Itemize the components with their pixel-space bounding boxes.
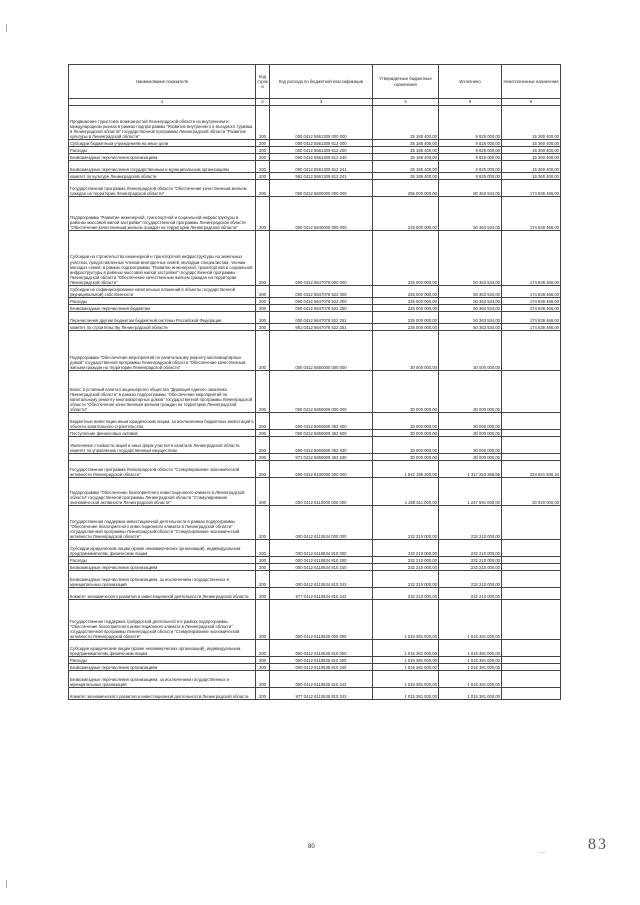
executed-amount-cell: 50 363 534,00	[439, 197, 502, 231]
line-code-cell: 200	[256, 413, 270, 430]
line-code-cell: 200	[256, 180, 270, 197]
line-code-cell: 200	[256, 161, 270, 173]
approved-amount-cell: 1 015 381 000,00	[373, 657, 439, 664]
approved-amount-cell: 225 000 000,00	[373, 298, 439, 305]
line-code-cell: 200	[256, 312, 270, 324]
table-row	[69, 298, 561, 305]
approved-amount-cell: 1 015 381 000,00	[373, 640, 439, 657]
budget-code-cell: 000 0412 6110634 810 200	[270, 557, 373, 564]
approved-amount-cell: 255 000 000,00	[373, 180, 439, 197]
indicator-name-cell: Увеличение стоимости акций и иных форм участия в капитале Ленинградской области комитет по управлению государственным имуществом	[69, 437, 256, 454]
unexecuted-amount-cell	[502, 571, 561, 588]
indicator-name-cell: Субсидии юридическим лицам (кроме некоммерческих организаций), индивидуальным предпринимателям, физическим лицам	[69, 540, 256, 557]
budget-code-cell: 000 0412 5647078 522 250	[270, 305, 373, 312]
budget-code-cell: 000 0412 6110635 810 242	[270, 671, 373, 688]
line-code-cell: 200	[256, 147, 270, 154]
unexecuted-amount-cell	[502, 540, 561, 557]
budget-code-cell: 000 0412 5650609 452 000	[270, 413, 373, 430]
budget-code-cell: 000 0412 5561309 612 200	[270, 147, 373, 154]
budget-report-sheet	[68, 64, 560, 700]
executed-amount-cell: 9 825 000,00	[439, 154, 502, 161]
indicator-name-cell: Поступление финансовых активов	[69, 430, 256, 437]
unexecuted-amount-cell: 174 636 466,00	[502, 197, 561, 231]
budget-code-cell: 000 0412 6110000 000 000	[270, 478, 373, 506]
table-row	[69, 564, 561, 571]
executed-amount-cell: 30 000 000,00	[439, 413, 502, 430]
table-row	[69, 540, 561, 557]
line-code-cell: 200	[256, 154, 270, 161]
approved-amount-cell: 30 000 000,00	[373, 413, 439, 430]
executed-amount-cell: 232 210 000,00	[439, 506, 502, 540]
executed-amount-cell: 1 015 381 000,00	[439, 671, 502, 688]
budget-code-cell: 000 0412 5647078 000 000	[270, 231, 373, 286]
unexecuted-amount-cell: 15 360 400,00	[502, 154, 561, 161]
approved-amount-cell: 25 185 400,00	[373, 161, 439, 173]
executed-amount-cell: 30 000 000,00	[439, 437, 502, 454]
unexecuted-amount-cell: 15 360 400,00	[502, 161, 561, 173]
budget-code-cell: 000 0412 6110634 000 000	[270, 506, 373, 540]
approved-amount-cell: 1 015 381 000,00	[373, 664, 439, 671]
scan-edge-mark-top	[6, 24, 12, 32]
executed-amount-cell: 232 210 000,00	[439, 588, 502, 600]
approved-amount-cell: 1 015 381 000,00	[373, 671, 439, 688]
unexecuted-amount-cell: 174 636 466,00	[502, 180, 561, 197]
approved-amount-cell: 225 000 000,00	[373, 312, 439, 324]
line-code-cell: 200	[256, 664, 270, 671]
line-code-cell: 200	[256, 324, 270, 331]
executed-amount-cell: 30 000 000,00	[439, 371, 502, 413]
header-executed: Исполнено	[439, 65, 502, 99]
budget-code-cell: 977 0412 6110635 810 242	[270, 688, 373, 700]
approved-amount-cell: 232 210 000,00	[373, 564, 439, 571]
budget-code-cell: 000 0412 5647078 522 000	[270, 286, 373, 298]
budget-code-cell: 000 0412 6110634 810 240	[270, 564, 373, 571]
approved-amount-cell: 225 000 000,00	[373, 286, 439, 298]
indicator-name-cell: Государственная поддержка трейдерской деятельности в рамках подпрограммы "Обеспечение благоприятного инвестиционного климата в Ленинградской области" государственной программы Ленинградской области "Стимулирование экономической активности Ленинградской области"	[69, 600, 256, 640]
executed-amount-cell: 50 363 534,00	[439, 312, 502, 324]
indicator-name-cell: Субсидии юридическим лицам (кроме некоммерческих организаций), индивидуальным предпринимателям, физическим лицам	[69, 640, 256, 657]
line-code-cell: 200	[256, 437, 270, 454]
approved-amount-cell: 232 210 000,00	[373, 588, 439, 600]
approved-amount-cell: 1 268 511 000,00	[373, 478, 439, 506]
approved-amount-cell: 30 000 000,00	[373, 430, 439, 437]
budget-code-cell: 000 0412 5647078 522 251	[270, 312, 373, 324]
executed-amount-cell: 9 825 000,00	[439, 161, 502, 173]
indicator-name-cell: Безвозмездные перечисления бюджетам	[69, 305, 256, 312]
budget-code-cell: 000 0412 5650000 000 000	[270, 331, 373, 371]
indicator-name-cell: Безвозмездные перечисления организациям	[69, 564, 256, 571]
indicator-name-cell: Комитет экономического развития и инвестиционной деятельности Ленинградской области	[69, 588, 256, 600]
approved-amount-cell: 1 015 381 000,00	[373, 600, 439, 640]
executed-amount-cell: 9 825 000,00	[439, 147, 502, 154]
table-row	[69, 305, 561, 312]
line-code-cell: 200	[256, 173, 270, 180]
line-code-cell: 200	[256, 540, 270, 557]
executed-amount-cell: 9 825 000,00	[439, 106, 502, 140]
approved-amount-cell: 25 185 400,00	[373, 173, 439, 180]
indicator-name-cell: Безвозмездные перечисления организациям, за исключением государственных и муниципальных организаций	[69, 571, 256, 588]
approved-amount-cell: 25 185 400,00	[373, 147, 439, 154]
budget-code-cell: 000 0412 6110634 810 000	[270, 540, 373, 557]
table-row	[69, 657, 561, 664]
indicator-name-cell: Безвозмездные перечисления государственным и муниципальным организациям	[69, 161, 256, 173]
column-number: 3	[270, 99, 373, 106]
approved-amount-cell: 30 000 000,00	[373, 437, 439, 454]
table-row	[69, 161, 561, 173]
table-row	[69, 286, 561, 298]
line-code-cell: 200	[256, 298, 270, 305]
column-number: 4	[373, 99, 439, 106]
indicator-name-cell: Подпрограмма "Обеспечение мероприятий по капитальному ремонту многоквартирных домов" государственной программы Ленинградской области "Обеспечение качественным жильем граждан на территории Ленинградской области"	[69, 331, 256, 371]
table-row	[69, 600, 561, 640]
executed-amount-cell: 50 363 534,00	[439, 286, 502, 298]
table-header-row	[69, 65, 561, 99]
approved-amount-cell: 232 210 000,00	[373, 571, 439, 588]
approved-amount-cell: 225 000 000,00	[373, 324, 439, 331]
indicator-name-cell: комитет по культуре Ленинградской области	[69, 173, 256, 180]
executed-amount-cell: 80 363 534,00	[439, 180, 502, 197]
page-number: 80	[308, 844, 315, 850]
budget-code-cell: 977 0412 6110634 810 242	[270, 588, 373, 600]
executed-amount-cell: 50 363 534,00	[439, 324, 502, 331]
table-row	[69, 430, 561, 437]
table-row	[69, 588, 561, 600]
unexecuted-amount-cell	[502, 688, 561, 700]
budget-code-cell: 000 0412 6100000 000 000	[270, 461, 373, 478]
indicator-name-cell: Перечисления другим бюджетам бюджетной системы Российской Федерации	[69, 312, 256, 324]
executed-amount-cell: 1 015 381 000,00	[439, 600, 502, 640]
header-line-code: Код строки	[256, 65, 270, 99]
unexecuted-amount-cell: 15 360 400,00	[502, 173, 561, 180]
line-code-cell: 200	[256, 286, 270, 298]
line-code-cell: 200	[256, 688, 270, 700]
unexecuted-amount-cell	[502, 588, 561, 600]
table-row	[69, 173, 561, 180]
line-code-cell: 200	[256, 588, 270, 600]
line-code-cell: 200	[256, 231, 270, 286]
line-code-cell: 200	[256, 331, 270, 371]
unexecuted-amount-cell	[502, 564, 561, 571]
table-row	[69, 140, 561, 147]
executed-amount-cell: 232 210 000,00	[439, 557, 502, 564]
indicator-name-cell: Государственная поддержка инвестиционной деятельности в рамках подпрограммы "Обеспечение благоприятного инвестиционного климата в Ленинградской области" государственной программы Ленинградской области "Стимулирование экономической активности Ленинградской области"	[69, 506, 256, 540]
budget-code-cell: 000 0412 5561309 612 000	[270, 140, 373, 147]
unexecuted-amount-cell	[502, 657, 561, 664]
indicator-name-cell: Расходы	[69, 557, 256, 564]
indicator-name-cell: комитет по строительству Ленинградской области	[69, 324, 256, 331]
table-row	[69, 478, 561, 506]
unexecuted-amount-cell: 20 920 000,00	[502, 478, 561, 506]
budget-code-cell: 000 0412 5650609 452 500	[270, 430, 373, 437]
executed-amount-cell: 232 210 000,00	[439, 564, 502, 571]
budget-code-cell: 000 0412 5640000 000 000	[270, 197, 373, 231]
table-row	[69, 437, 561, 454]
budget-code-cell: 000 0412 6110635 810 200	[270, 657, 373, 664]
approved-amount-cell: 225 000 000,00	[373, 231, 439, 286]
executed-amount-cell: 30 000 000,00	[439, 331, 502, 371]
approved-amount-cell: 25 185 400,00	[373, 106, 439, 140]
unexecuted-amount-cell	[502, 413, 561, 430]
table-row	[69, 147, 561, 154]
indicator-name-cell: Взнос в уставный капитал акционерного общества "Дирекция единого заказчика Ленинградской области" в рамках подпрограммы "Обеспечение мероприятий по капитальному ремонту многоквартирных домов" государственной программы Ленинградской области "Обеспечение качественным жильем граждан на территории Ленинградской области"	[69, 371, 256, 413]
table-row	[69, 664, 561, 671]
approved-amount-cell: 25 185 400,00	[373, 140, 439, 147]
budget-code-cell: 000 0412 5561309 612 240	[270, 154, 373, 161]
budget-code-cell: 000 0412 6110635 810 000	[270, 640, 373, 657]
table-row	[69, 461, 561, 478]
table-body	[69, 106, 561, 700]
table-row	[69, 640, 561, 657]
executed-amount-cell: 1 317 253 369,66	[439, 461, 502, 478]
unexecuted-amount-cell: 15 360 400,00	[502, 147, 561, 154]
approved-amount-cell: 1 015 381 000,00	[373, 688, 439, 700]
approved-amount-cell: 30 000 000,00	[373, 331, 439, 371]
header-unexecuted: Неисполненные назначения	[502, 65, 561, 99]
approved-amount-cell: 225 000 000,00	[373, 197, 439, 231]
line-code-cell: 200	[256, 478, 270, 506]
indicator-name-cell: Субсидии бюджетным учреждениям на иные цели	[69, 140, 256, 147]
line-code-cell: 200	[256, 454, 270, 461]
table-row	[69, 180, 561, 197]
unexecuted-amount-cell: 15 360 400,00	[502, 106, 561, 140]
approved-amount-cell: 232 210 000,00	[373, 557, 439, 564]
indicator-name-cell: Безвозмездные перечисления организациям	[69, 664, 256, 671]
header-approved: Утвержденные бюджетные назначения	[373, 65, 439, 99]
line-code-cell: 200	[256, 671, 270, 688]
unexecuted-amount-cell	[502, 506, 561, 540]
indicator-name-cell: Расходы	[69, 298, 256, 305]
unexecuted-amount-cell: 174 636 466,00	[502, 305, 561, 312]
line-code-cell: 200	[256, 461, 270, 478]
indicator-name-cell: Безвозмездные перечисления организациям	[69, 154, 256, 161]
budget-code-cell: 000 0412 5561309 000 000	[270, 106, 373, 140]
scan-edge-mark-bottom	[6, 880, 12, 888]
line-code-cell: 200	[256, 571, 270, 588]
budget-execution-table	[68, 64, 561, 700]
line-code-cell: 200	[256, 557, 270, 564]
executed-amount-cell: 1 247 591 000,00	[439, 478, 502, 506]
approved-amount-cell: 25 185 400,00	[373, 154, 439, 161]
budget-code-cell: 000 0412 5650609 000 000	[270, 371, 373, 413]
indicator-name-cell: Комитет экономического развития и инвестиционной деятельности Ленинградской области	[69, 688, 256, 700]
executed-amount-cell: 232 210 000,00	[439, 540, 502, 557]
executed-amount-cell: 50 363 534,00	[439, 231, 502, 286]
indicator-name-cell: Подпрограмма "Обеспечение благоприятного инвестиционного климата в Ленинградской области" государственной программы Ленинградской области "Стимулирование экономической активности Ленинградской области"	[69, 478, 256, 506]
column-number: 1	[69, 99, 256, 106]
unexecuted-amount-cell	[502, 371, 561, 413]
indicator-name-cell	[69, 454, 256, 461]
column-number: 6	[502, 99, 561, 106]
table-row	[69, 197, 561, 231]
unexecuted-amount-cell	[502, 437, 561, 454]
budget-code-cell: 000 0412 5600000 000 000	[270, 180, 373, 197]
executed-amount-cell: 1 015 381 000,00	[439, 688, 502, 700]
table-row	[69, 688, 561, 700]
executed-amount-cell: 50 363 534,00	[439, 298, 502, 305]
unexecuted-amount-cell	[502, 671, 561, 688]
unexecuted-amount-cell: 174 636 466,00	[502, 286, 561, 298]
unexecuted-amount-cell: 174 636 466,00	[502, 312, 561, 324]
executed-amount-cell: 30 000 000,00	[439, 430, 502, 437]
unexecuted-amount-cell	[502, 557, 561, 564]
unexecuted-amount-cell	[502, 454, 561, 461]
indicator-name-cell: Государственная программа Ленинградской области "Обеспечение качественным жильем граждан на территории Ленинградской области"	[69, 180, 256, 197]
executed-amount-cell: 50 363 534,00	[439, 305, 502, 312]
executed-amount-cell: 30 000 000,00	[439, 454, 502, 461]
table-row	[69, 454, 561, 461]
header-budget-code: Код расхода по бюджетной классификации	[270, 65, 373, 99]
executed-amount-cell: 232 210 000,00	[439, 571, 502, 588]
approved-amount-cell: 1 542 195 300,00	[373, 461, 439, 478]
indicator-name-cell: Бюджетные инвестиции иным юридическим лицам, за исключением бюджетных инвестиций в объекты капитального строительства	[69, 413, 256, 430]
handwritten-page-stamp: 83	[588, 836, 608, 853]
table-row	[69, 231, 561, 286]
unexecuted-amount-cell: 174 636 466,00	[502, 231, 561, 286]
budget-code-cell: 000 0412 5647078 522 200	[270, 298, 373, 305]
budget-code-cell: 962 0412 5561309 612 241	[270, 173, 373, 180]
approved-amount-cell: 232 210 000,00	[373, 540, 439, 557]
unexecuted-amount-cell: 15 360 400,00	[502, 140, 561, 147]
line-code-cell: 200	[256, 430, 270, 437]
approved-amount-cell: 225 000 000,00	[373, 305, 439, 312]
indicator-name-cell: Субсидии на строительство инженерной и транспортной инфраструктуры на земельных участках, предоставленных членам многодетных семей, молодым специалистам, членам молодых семей, в рамках подпрограммы "Развитие инженерной, транспортной и социальной инфраструктуры в районах массовой жилой застройки" государственной программы Ленинградской области "Обеспечение качественным жильем граждан на территории Ленинградской области"	[69, 231, 256, 286]
indicator-name-cell: Расходы	[69, 657, 256, 664]
executed-amount-cell: 1 015 381 000,00	[439, 640, 502, 657]
approved-amount-cell: 30 000 000,00	[373, 371, 439, 413]
column-number: 2	[256, 99, 270, 106]
table-row	[69, 506, 561, 540]
budget-code-cell: 971 0412 5650609 452 530	[270, 454, 373, 461]
budget-code-cell: 000 0412 6110635 000 000	[270, 600, 373, 640]
table-row	[69, 413, 561, 430]
executed-amount-cell: 1 015 381 000,00	[439, 657, 502, 664]
table-row	[69, 106, 561, 140]
unexecuted-amount-cell	[502, 331, 561, 371]
budget-code-cell: 000 0412 5650609 452 530	[270, 437, 373, 454]
line-code-cell: 200	[256, 106, 270, 140]
line-code-cell: 200	[256, 371, 270, 413]
line-code-cell: 200	[256, 640, 270, 657]
table-row	[69, 571, 561, 588]
line-code-cell: 200	[256, 564, 270, 571]
column-number: 5	[439, 99, 502, 106]
unexecuted-amount-cell	[502, 664, 561, 671]
unexecuted-amount-cell	[502, 430, 561, 437]
table-row	[69, 312, 561, 324]
line-code-cell: 200	[256, 305, 270, 312]
budget-code-cell: 000 0412 6110634 810 242	[270, 571, 373, 588]
indicator-name-cell: Продвижение туристских возможностей Ленинградской области на внутреннем и международном рынках в рамках подпрограммы "Развитие внутреннего и въездного туризма в Ленинградской области" государственной программы Ленинградской области "Развитие культуры в Ленинградской области"	[69, 106, 256, 140]
indicator-name-cell: Безвозмездные перечисления организациям, за исключением государственных и муниципальных организаций	[69, 671, 256, 688]
unexecuted-amount-cell: 174 636 466,00	[502, 298, 561, 305]
line-code-cell: 200	[256, 140, 270, 147]
unexecuted-amount-cell	[502, 640, 561, 657]
table-row	[69, 154, 561, 161]
indicator-name-cell: Государственная программа Ленинградской области "Стимулирование экономической активности Ленинградской области"	[69, 461, 256, 478]
indicator-name-cell: Субсидии на софинансирование капитальных вложений в объекты государственной (муниципальной) собственности	[69, 286, 256, 298]
table-row	[69, 324, 561, 331]
column-number-row	[69, 99, 561, 106]
budget-code-cell: 000 0412 6110635 810 240	[270, 664, 373, 671]
line-code-cell: 200	[256, 506, 270, 540]
approved-amount-cell: 30 000 000,00	[373, 454, 439, 461]
budget-code-cell: 000 0412 5561309 612 241	[270, 161, 373, 173]
budget-code-cell: 961 0412 5647078 522 251	[270, 324, 373, 331]
table-row	[69, 371, 561, 413]
table-row	[69, 557, 561, 564]
unexecuted-amount-cell	[502, 600, 561, 640]
approved-amount-cell: 232 210 000,00	[373, 506, 439, 540]
line-code-cell: 200	[256, 657, 270, 664]
executed-amount-cell: 1 015 381 000,00	[439, 664, 502, 671]
header-indicator-name: Наименование показателя	[69, 65, 256, 99]
table-row	[69, 331, 561, 371]
executed-amount-cell: 9 825 000,00	[439, 173, 502, 180]
table-row	[69, 671, 561, 688]
indicator-name-cell: Расходы	[69, 147, 256, 154]
line-code-cell: 200	[256, 600, 270, 640]
unexecuted-amount-cell: 224 941 930,34	[502, 461, 561, 478]
executed-amount-cell: 9 825 000,00	[439, 140, 502, 147]
small-mark: ——	[538, 849, 546, 854]
line-code-cell: 200	[256, 197, 270, 231]
indicator-name-cell: Подпрограмма "Развитие инженерной, транспортной и социальной инфраструктуры в районах массовой жилой застройки" государственной программы Ленинградской области "Обеспечение качественным жильем граждан на территории Ленинградской области"	[69, 197, 256, 231]
unexecuted-amount-cell: 174 636 466,00	[502, 324, 561, 331]
